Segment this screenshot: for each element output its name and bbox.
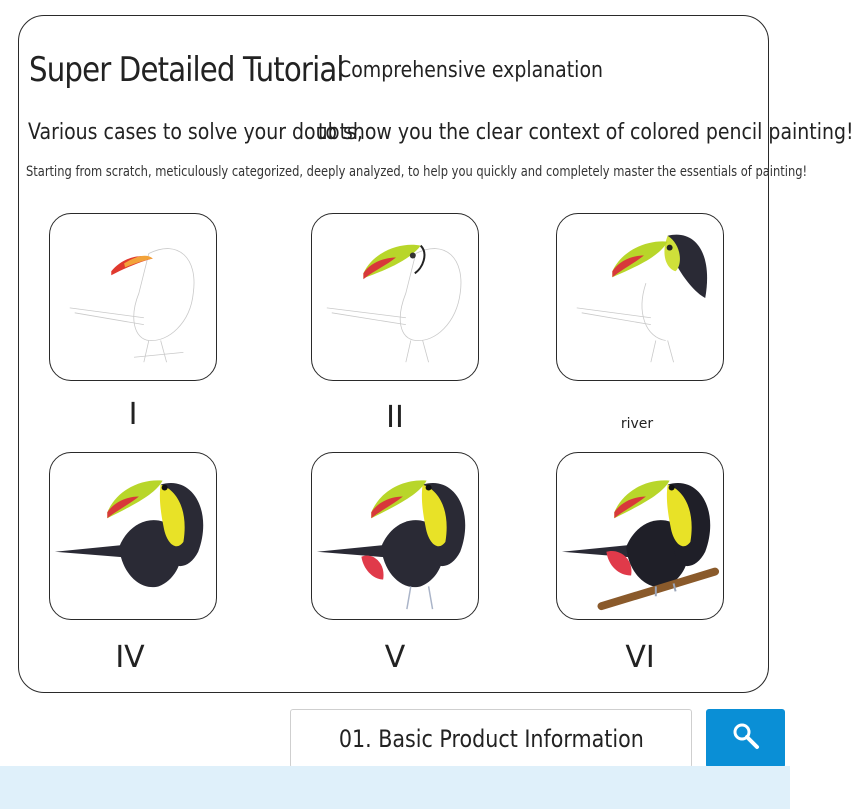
step-6-label: VI — [625, 640, 655, 675]
intro-line-left: Various cases to solve your doubts, — [28, 120, 363, 145]
intro-description: Starting from scratch, meticulously categorized, deeply analyzed, to help you quickly and completely master the essentials of painting! — [26, 164, 808, 180]
search-input[interactable] — [290, 709, 692, 768]
step-3-label: river — [620, 416, 654, 432]
step-2-image — [311, 213, 479, 381]
intro-line-right: to show you the clear context of colored pencil painting! — [318, 120, 854, 145]
step-1-image — [49, 213, 217, 381]
step-4-label: IV — [115, 640, 145, 675]
step-2-label: II — [386, 400, 404, 435]
search-icon — [731, 721, 761, 756]
search-button[interactable] — [706, 709, 785, 768]
step-5-image — [311, 452, 479, 620]
step-5-label: V — [384, 640, 406, 675]
search-input-value: 01. Basic Product Information — [338, 724, 644, 753]
step-4-image — [49, 452, 217, 620]
step-3-image — [556, 213, 724, 381]
step-6-image — [556, 452, 724, 620]
page-title: Super Detailed Tutorial — [29, 50, 344, 90]
page-subtitle: Comprehensive explanation — [338, 58, 604, 83]
step-1-label: I — [128, 397, 138, 432]
bottom-bar — [0, 766, 790, 809]
